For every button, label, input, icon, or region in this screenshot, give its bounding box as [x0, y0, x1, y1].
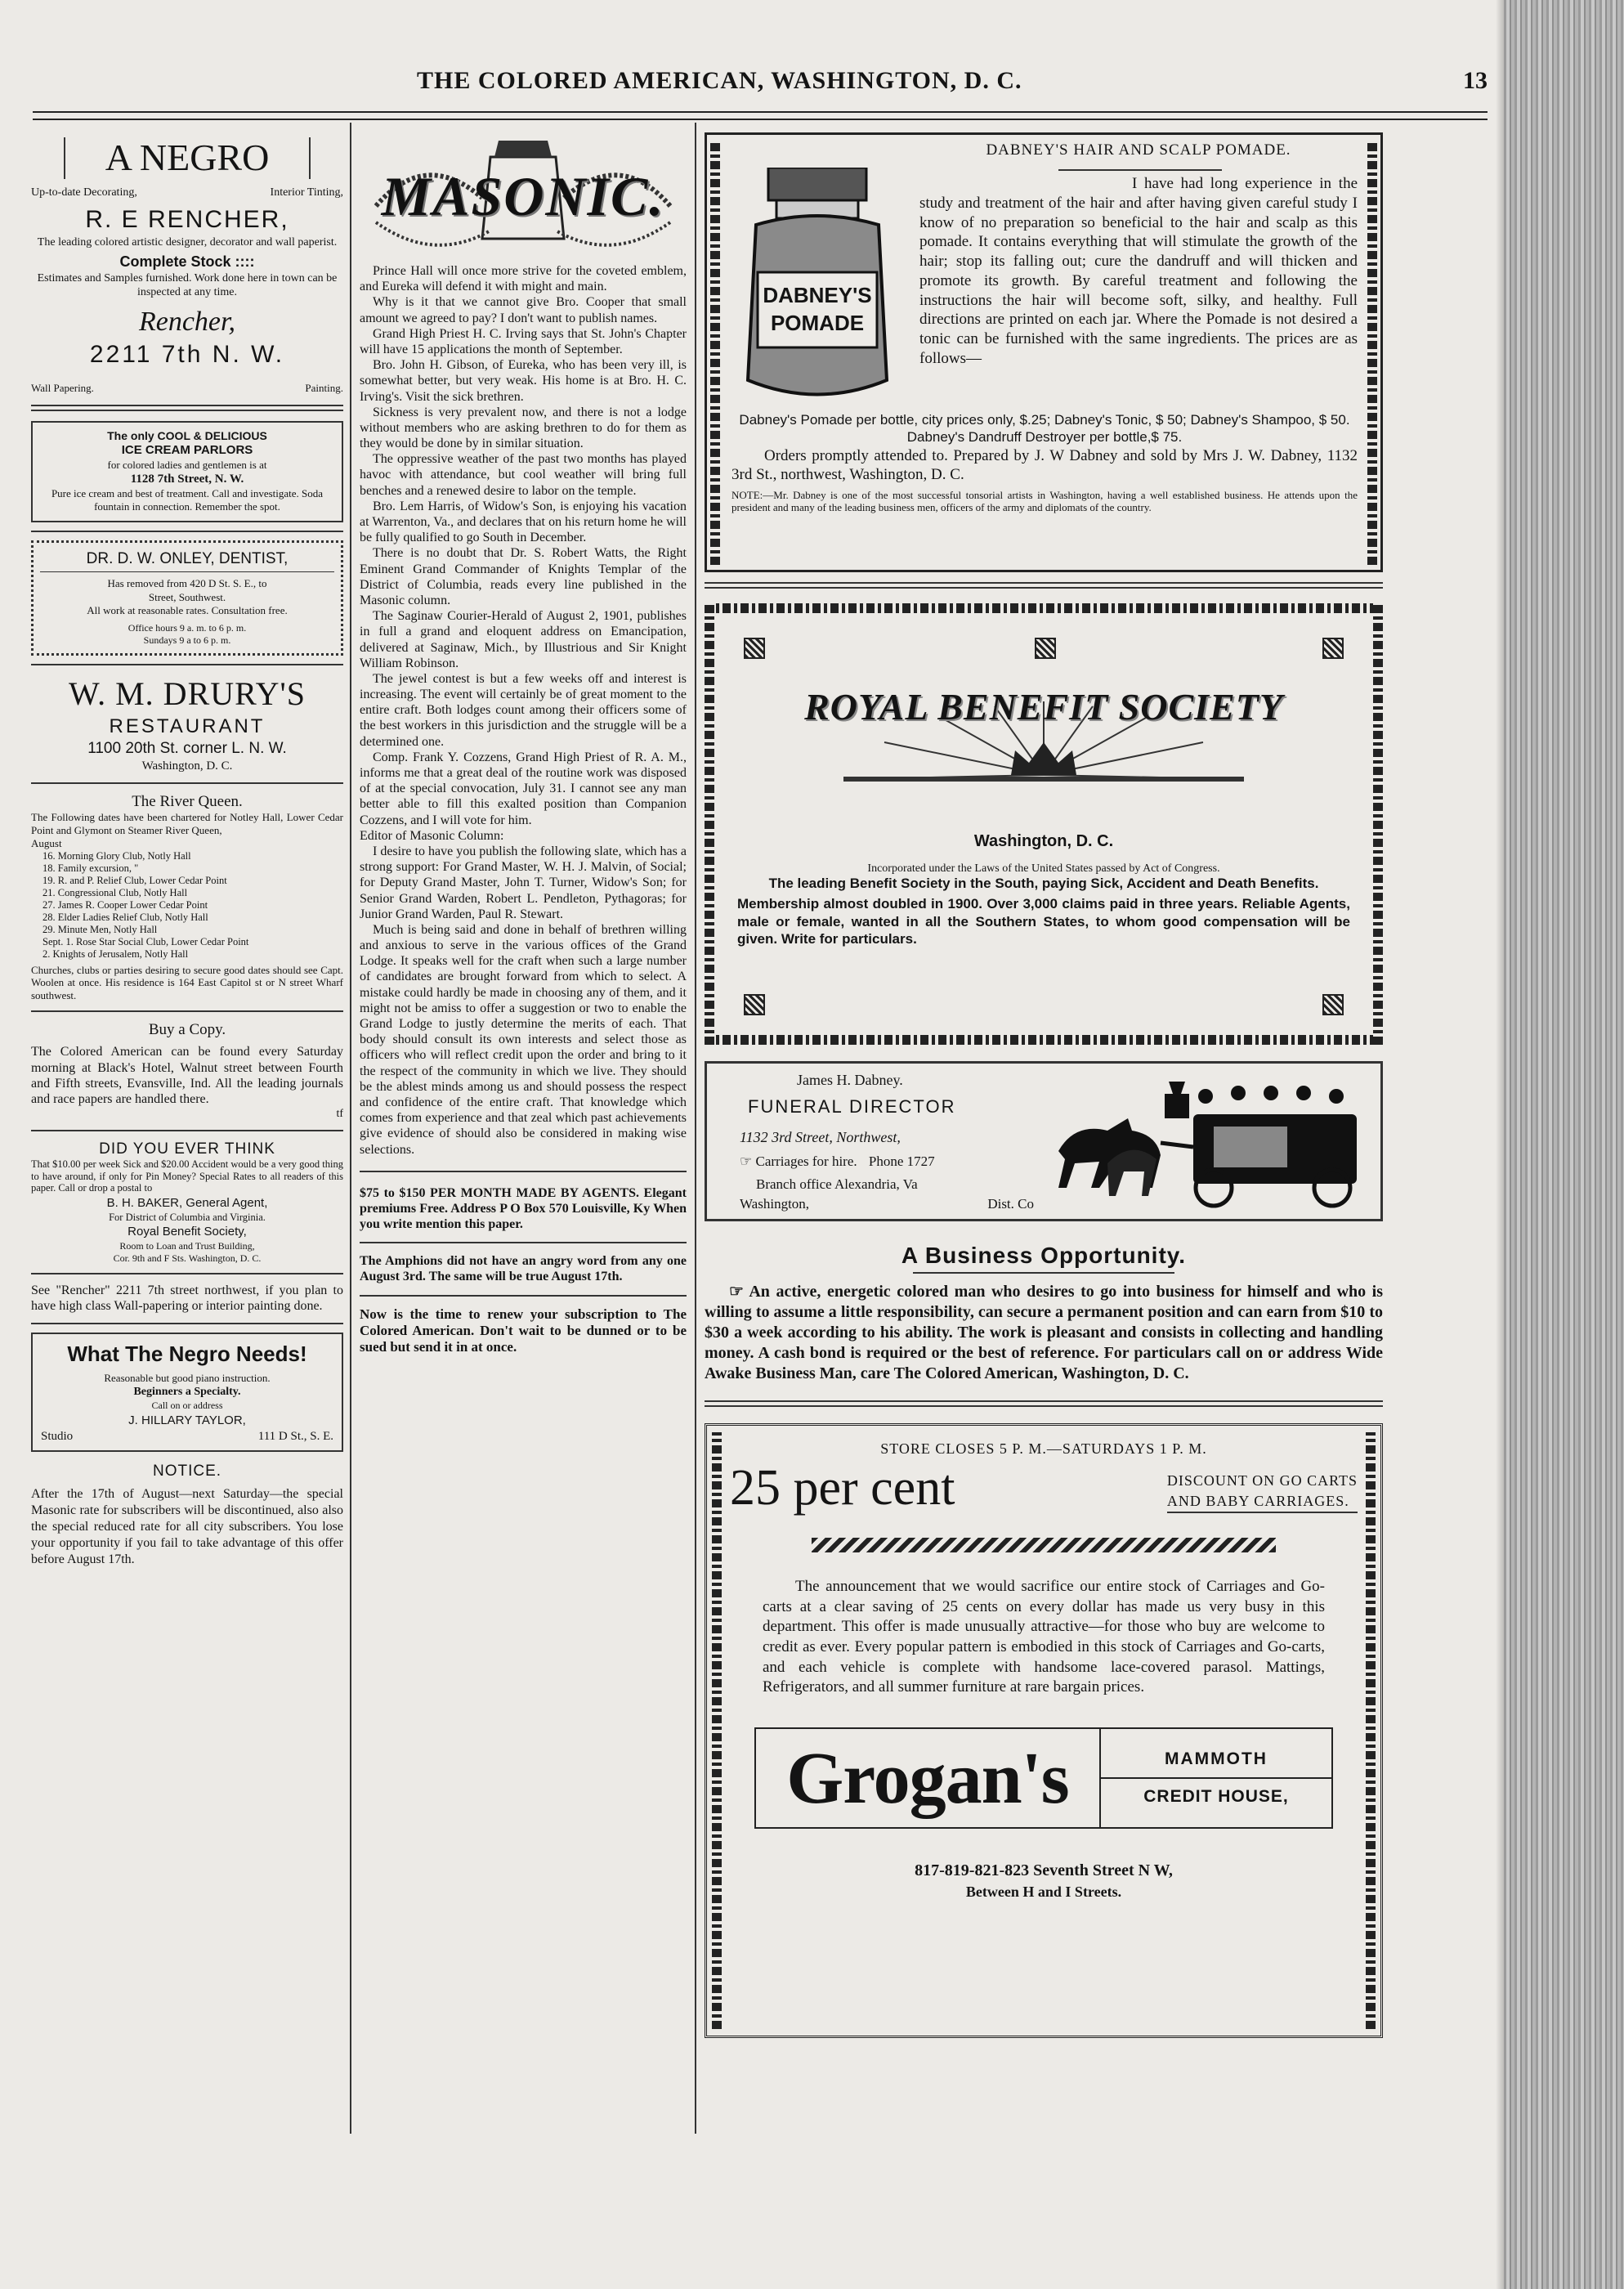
river-queen-dates	[31, 850, 343, 961]
dabney-note: NOTE:—Mr. Dabney is one of the most successful tonsorial artists in Washington, having a well established business. He attends upon the president and many of the leading business men, officers of the army and diplomats of the country.	[731, 489, 1358, 513]
grogan-store-closes: STORE CLOSES 5 P. M.—SATURDAYS 1 P. M.	[880, 1440, 1207, 1457]
masonic-paragraph: Comp. Frank Y. Cozzens, Grand High Priest of R. A. M., informs me that a great deal of the routine work was disposed of at the special convocation, July 31. I cannot see any man better able to fill this exalted position than Companion Cozzens, and I will vote for him.	[360, 750, 687, 827]
river-queen	[31, 792, 343, 1002]
funeral-title: FUNERAL DIRECTOR	[748, 1096, 956, 1117]
needs-studio: Studio	[41, 1429, 74, 1443]
royal-leading: The leading Benefit Society in the South, paying Sick, Accident and Death Benefits.	[768, 876, 1319, 891]
masonic-paragraph: The Saginaw Courier-Herald of August 2, 1901, publishes in full a grand and eloquent address on Emancipation, delivered at Saginaw, Mich., by Illustrious and Sir Knight William Robinson.	[360, 609, 687, 670]
funeral-name: James H. Dabney.	[797, 1072, 903, 1088]
funeral-address: 1132 3rd Street, Northwest,	[740, 1129, 901, 1145]
river-queen-date: 28. Elder Ladies Relief Club, Notly Hall	[43, 911, 208, 923]
masonic-column	[360, 263, 687, 1158]
negro-ad-foot-right: Painting.	[305, 381, 343, 394]
pomade-jar	[740, 168, 895, 405]
masonic-paragraph: Grand High Priest H. C. Irving says that St. John's Chapter will have 15 applications the month of September.	[360, 326, 687, 356]
masonic-paragraph: Much is being said and done in behalf of brethren willing and anxious to serve in the various offices of the Grand Lodge. It speaks well for the craft when such a large number of candidates are brought forward from which to select. A mistake could hardly be made in choosing any of them, and it might not be amiss to offer a suggestion or two to enable the Grand Lodge to justly determine the merits of each. That body should consult its own interests and select those as officers who will reflect credit upon the order and bring to it the respect of the community in which we live. They should be the ablest minds among us and should possess the respect and confidence of the entire craft. That knowledge which comes from experience and that zeal which past achievements give evidence of should also be considered in making wise selections.	[360, 922, 687, 1157]
hearse-icon	[1050, 1073, 1369, 1212]
drury-title: W. M. DRURY'S	[69, 675, 306, 713]
drury-subtitle: RESTAURANT	[109, 715, 266, 738]
buy-copy-text: The Colored American can be found every Saturday morning at Black's Hotel, Walnut street between Fourth and Fifth streets, Evansville, Ind. All the leading journals and race papers are handled there.	[31, 1045, 343, 1106]
book-page-edges	[1504, 0, 1624, 2289]
negro-ad-desc: The leading colored artistic designer, decorator and wall paperist.	[37, 235, 338, 249]
grogan-mammoth: MAMMOTH	[1101, 1749, 1331, 1779]
needs-address: 111 D St., S. E.	[257, 1429, 333, 1443]
column-2	[360, 124, 687, 2135]
dentist-line1: Has removed from 420 D St. S. E., to	[107, 577, 267, 590]
jar-label-2: POMADE	[770, 310, 865, 335]
column-1	[31, 131, 343, 2142]
dabney-pomade-ad	[705, 132, 1383, 572]
royal-benefit-ad	[705, 603, 1383, 1045]
notice-title: NOTICE.	[152, 1463, 222, 1480]
grogan-discount1: DISCOUNT ON GO CARTS	[1166, 1472, 1358, 1489]
grogans-ad	[705, 1423, 1383, 2038]
masonic-paragraph: The oppressive weather of the past two months has played havoc with attendance, but cool weather will bring full benches and a renewed desire to labor on the temple.	[360, 452, 687, 498]
needs-line2: Beginners a Specialty.	[133, 1386, 241, 1399]
agents-ad: $75 to $150 PER MONTH MADE BY AGENTS. Elegant premiums Free. Address P O Box 570 Louisville, Ky When you write mention this paper.	[360, 1185, 687, 1232]
negro-ad-subline-left: Up-to-date Decorating,	[31, 186, 137, 199]
corner-ornament-icon	[744, 638, 765, 659]
grogan-discount2: AND BABY CARRIAGES.	[1167, 1491, 1358, 1513]
river-queen-outro: Churches, clubs or parties desiring to secure good dates should see Capt. Woolen at once. His residence is 164 East Capitol st or N street Wharf southwest.	[31, 963, 343, 1001]
buy-copy-title: Buy a Copy.	[148, 1020, 226, 1038]
corner-ornament-icon	[1322, 994, 1344, 1015]
masonic-paragraph: There is no doubt that Dr. S. Robert Watts, the Right Eminent Grand Commander of Knights Templar of the District of Columbia, reads every line published in the Masonic column.	[360, 546, 687, 607]
did-you-think	[31, 1140, 343, 1265]
river-queen-intro: The Following dates have been chartered for Notley Hall, Lower Cedar Point and Glymont on Steamer River Queen,	[31, 811, 343, 836]
royal-title: ROYAL BENEFIT SOCIETY	[804, 686, 1283, 728]
corner-ornament-icon	[1035, 638, 1056, 659]
needs-title: What The Negro Needs!	[67, 1341, 307, 1366]
river-queen-date: 2. Knights of Jerusalem, Notly Hall	[43, 947, 189, 960]
funeral-washington: Washington,	[740, 1196, 810, 1212]
needs-line3: Call on or address	[151, 1399, 223, 1411]
needs-line1: Reasonable but good piano instruction.	[104, 1372, 271, 1385]
ice-cream-line2: ICE CREAM PARLORS	[121, 443, 253, 458]
funeral-phone: Phone 1727	[868, 1153, 935, 1169]
masonic-paragraph: Prince Hall will once more strive for the coveted emblem, and Eureka will defend it with might and main.	[360, 264, 687, 294]
river-queen-date: 27. James R. Cooper Lower Cedar Point	[43, 898, 208, 911]
grogan-text: The announcement that we would sacrifice our entire stock of Carriages and Go-carts at a clear saving of 25 cents on every dollar has made us very busy in this department. This offer is made unusually attractive—for those who buy are welcome to credit as ever. Every popular pattern is embodied in this stock of Carriages and Go-carts, and each vehicle is complete with handsome lace-covered parasol. Mattings, Refrigerators, and all summer furniture at rare bargain prices.	[763, 1578, 1325, 1696]
royal-city: Washington, D. C.	[973, 832, 1114, 850]
masonic-paragraph: Editor of Masonic Column:	[360, 828, 504, 843]
grogan-name: Grogan's	[756, 1729, 1101, 1827]
jar-label-1: DABNEY'S	[763, 283, 872, 307]
buy-copy	[31, 1020, 343, 1122]
did-you-room: Room to Loan and Trust Building,	[119, 1239, 255, 1252]
negro-ad-foot-left: Wall Papering.	[31, 381, 94, 394]
drury-address: 1100 20th St. corner L. N. W.	[87, 740, 287, 758]
ice-cream-line1: The only COOL & DELICIOUS	[107, 428, 267, 442]
dabney-prices: Dabney's Pomade per bottle, city prices only, $.25; Dabney's Tonic, $ 50; Dabney's Shampoo, $ 50. Dabney's Dandruff Destroyer per bottle,$ 75.	[739, 412, 1350, 446]
masonic-paragraph: Bro. John H. Gibson, of Eureka, who has been very ill, is somewhat better, but very weak. His home is at Bro. H. C. Irving's. Visit the sick brethren.	[360, 358, 687, 404]
notice	[31, 1462, 343, 1568]
royal-membership: Membership almost doubled in 1900. Over 3,000 claims paid in three years. Reliable Agents, male or female, wanted in all the Southern States, to whom good compensation will be given. Write for particulars.	[737, 896, 1350, 947]
negro-ad-complete: Complete Stock ::::	[119, 253, 255, 271]
page-header	[33, 67, 1488, 100]
river-queen-date: Sept. 1. Rose Star Social Club, Lower Cedar Point	[43, 935, 249, 947]
negro-ad	[31, 137, 343, 395]
masonic-paragraph: Bro. Lem Harris, of Widow's Son, is enjoying his vacation at Warrenton, Va., and declares that on his return home he will be fully qualified to go South in December.	[360, 499, 687, 545]
business-title: A Business Opportunity.	[901, 1243, 1187, 1268]
dentist-line3: All work at reasonable rates. Consultation free.	[87, 603, 288, 616]
river-queen-date: 16. Morning Glory Club, Notly Hall	[43, 849, 191, 862]
column-rule-2	[695, 123, 696, 2134]
column-3	[705, 124, 1383, 2135]
masonic-paragraph: The jewel contest is but a few weeks off and interest is increasing. The event will certainly be of great moment to the entire craft. Both lodges count among their officers some of the best workers in this jurisdiction and the struggle will be a determined one.	[360, 671, 687, 749]
ice-cream-line4: Pure ice cream and best of treatment. Call and investigate. Soda fountain in connection. Remember the spot.	[51, 487, 324, 513]
river-queen-date: 19. R. and P. Relief Club, Lower Cedar Point	[43, 874, 227, 886]
river-queen-date: 29. Minute Men, Notly Hall	[43, 923, 158, 935]
river-queen-month: August	[31, 836, 62, 849]
did-you-text: That $10.00 per week Sick and $20.00 Accident would be a very good thing to have around, if only for Pin Money? Special Rates to all readers of this paper. Call or drop a postal to	[31, 1158, 343, 1194]
page-number: 13	[1463, 67, 1488, 94]
river-queen-title: The River Queen.	[132, 792, 243, 810]
funeral-branch: Branch office Alexandria, Va	[756, 1176, 918, 1192]
rencher-line: See "Rencher" 2211 7th street northwest, if you plan to have high class Wall-papering or interior painting done.	[31, 1283, 343, 1314]
column-rule-1	[350, 123, 351, 2134]
masonic-paragraph: Why is it that we cannot give Bro. Cooper that small amount we agreed to pay? I don't want to publish names.	[360, 295, 687, 325]
river-queen-date: 18. Family excursion, "	[43, 862, 139, 874]
business-text: An active, energetic colored man who desires to go into business for himself and who is willing to assume a little responsibility, can secure a permanent position and can earn from $10 to $30 a week according to his ability. The work is pleasant and consists in collecting and handling money. A cash bond is required or the best of reference. For particulars call on or address Wide Awake Business Man, care The Colored American, Washington, D. C.	[705, 1283, 1383, 1382]
zigzag-ornament-icon	[812, 1538, 1276, 1552]
grogan-percent: 25 per cent	[730, 1460, 955, 1516]
river-queen-date: 21. Congressional Club, Notly Hall	[43, 886, 188, 898]
drury-ad	[31, 674, 343, 774]
buy-copy-mark: tf	[336, 1108, 343, 1121]
dentist-title: DR. D. W. ONLEY, DENTIST,	[40, 549, 334, 573]
header-rule	[33, 111, 1488, 120]
did-you-title: DID YOU EVER THINK	[99, 1140, 275, 1158]
funeral-carriages: Carriages for hire.	[755, 1153, 857, 1169]
grogan-address: 817-819-821-823 Seventh Street N W,	[915, 1861, 1173, 1880]
negro-ad-signature: Rencher,	[138, 306, 235, 337]
renew-note: Now is the time to renew your subscription to The Colored American. Don't wait to be dunned or to be sued but send it in at once.	[360, 1306, 687, 1355]
ice-cream-address: 1128 7th Street, N. W.	[130, 473, 244, 486]
did-you-dist: For District of Columbia and Virginia.	[109, 1212, 266, 1224]
did-you-name: B. H. BAKER, General Agent,	[106, 1196, 268, 1211]
dentist-hours1: Office hours 9 a. m. to 6 p. m.	[128, 622, 247, 634]
corner-ornament-icon	[1322, 638, 1344, 659]
dentist-hours2: Sundays 9 a to 6 p. m.	[143, 634, 231, 647]
notice-text: After the 17th of August—next Saturday—the special Masonic rate for subscribers will be discontinued, also also the special reduced rate for all city subscribers. You lose your opportunity if you fail to take advantage of this offer before August 17th.	[31, 1487, 343, 1567]
royal-incorporated: Incorporated under the Laws of the United States passed by Act of Congress.	[867, 862, 1220, 875]
corner-ornament-icon	[744, 994, 765, 1015]
amphions-note: The Amphions did not have an angry word from any one August 3rd. The same will be true August 17th.	[360, 1254, 687, 1284]
pointing-hand-icon: ☞	[740, 1153, 756, 1169]
header-title: THE COLORED AMERICAN, WASHINGTON, D. C.	[417, 67, 1022, 94]
grogan-credit: CREDIT HOUSE,	[1143, 1787, 1289, 1807]
negro-ad-title: A NEGRO	[64, 137, 311, 179]
masonic-title: MASONIC.	[381, 165, 665, 227]
negro-ad-subline-right: Interior Tinting,	[270, 186, 343, 199]
negro-needs-ad	[31, 1333, 343, 1453]
dabney-text-body: I have had long experience in the study and treatment of the hair and after having given careful study I know of no preparation so beneficial to the hair and scalp as this pomade. It contains everything that will stimulate the growth of the hair; stop its falling out; cure the dandruff and will thicken and promote its growth. By careful treatment and following the instructions the hair will become soft, silky, and healthy. Full directions are printed on each jar. Where the Pomade is not desired a tonic can be furnished with the same ingredients. The prices are as follows—	[919, 175, 1358, 367]
dentist-line2: Street, Southwest.	[148, 590, 226, 603]
ice-cream-ad	[31, 421, 343, 522]
funeral-dist: Dist. Co	[987, 1196, 1034, 1212]
did-you-corner: Cor. 9th and F Sts. Washington, D. C.	[113, 1252, 262, 1264]
drury-city: Washington, D. C.	[141, 759, 233, 773]
business-opportunity	[705, 1243, 1383, 1384]
grogan-between: Between H and I Streets.	[965, 1884, 1122, 1901]
did-you-society: Royal Benefit Society,	[128, 1224, 247, 1239]
masonic-header	[360, 124, 687, 263]
negro-ad-samples: Estimates and Samples furnished. Work done here in town can be inspected at any time.	[37, 271, 338, 299]
dabney-orders: Orders promptly attended to. Prepared by J. W Dabney and sold by Mrs J. W. Dabney, 1132 3rd St., northwest, Washington, D. C.	[731, 446, 1358, 484]
pointing-hand-icon: ☞	[729, 1283, 749, 1301]
masonic-paragraph: Sickness is very prevalent now, and there is not a lodge without members who are asking brethren to do for them as they would be done by in similar situation.	[360, 405, 687, 451]
dabney-title: DABNEY'S HAIR AND SCALP POMADE.	[986, 141, 1291, 159]
needs-name: J. HILLARY TAYLOR,	[128, 1413, 246, 1427]
funeral-director-ad	[705, 1061, 1383, 1221]
dentist-ad	[31, 540, 343, 656]
negro-ad-name: R. E RENCHER,	[85, 206, 289, 234]
negro-ad-address: 2211 7th N. W.	[89, 341, 285, 369]
masonic-paragraph: I desire to have you publish the following slate, which has a strong support: For Grand Master, W. H. J. Malvin, of Social; for Deputy Grand Master, John T. Turner, Widow's Son; for Senior Grand Warden, Robert L. Pendleton, Pythagoras; for Junior Grand Warden, Paul R. Stewart.	[360, 844, 687, 921]
ice-cream-line3: for colored ladies and gentlemen is at	[107, 459, 267, 472]
